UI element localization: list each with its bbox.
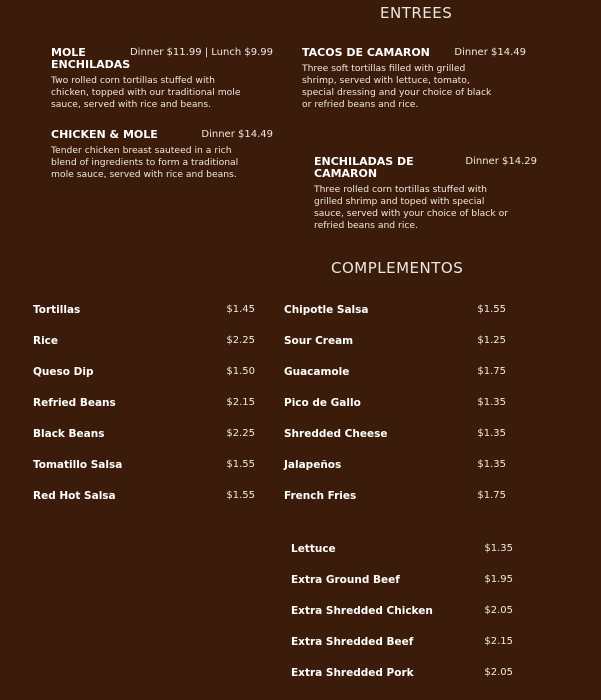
- dish-price: Dinner $11.99 | Lunch $9.99: [129, 47, 273, 58]
- item-price: $1.95: [484, 574, 513, 585]
- dish-name: TACOS DE CAMARON: [302, 46, 430, 59]
- item-price: $2.25: [226, 335, 255, 346]
- item-name: Refried Beans: [33, 397, 116, 409]
- item-price: $1.25: [477, 335, 506, 346]
- item-name: Extra Ground Beef: [291, 574, 400, 586]
- list-item: [284, 304, 506, 318]
- item-price: $1.35: [477, 428, 506, 439]
- item-price: $1.75: [477, 366, 506, 377]
- list-item: [33, 366, 255, 380]
- item-name: Sour Cream: [284, 335, 354, 347]
- entree-item: [302, 47, 528, 117]
- dish-name: CHICKEN & MOLE: [51, 128, 158, 141]
- dish-description: Three soft tortillas filled with grilled shrimp, served with lettuce, tomato, special dressing and your choice of black or refried beans and rice.: [302, 63, 492, 110]
- item-price: $1.55: [226, 490, 255, 501]
- item-name: Pico de Gallo: [284, 397, 361, 409]
- dish-name: MOLE ENCHILADAS: [51, 46, 131, 71]
- item-name: Black Beans: [33, 428, 105, 440]
- item-price: $2.15: [226, 397, 255, 408]
- item-name: French Fries: [284, 490, 357, 502]
- item-price: $1.75: [477, 490, 506, 501]
- item-price: $1.55: [477, 304, 506, 315]
- item-name: Shredded Cheese: [284, 428, 388, 440]
- dish-price: Dinner $14.49: [201, 129, 273, 140]
- list-item: [33, 459, 255, 473]
- item-price: $1.55: [226, 459, 255, 470]
- item-price: $1.45: [226, 304, 255, 315]
- dish-price: Dinner $14.29: [465, 156, 537, 167]
- list-item: [284, 366, 506, 380]
- item-price: $2.05: [484, 605, 513, 616]
- item-name: Tortillas: [33, 304, 81, 316]
- item-name: Chipotle Salsa: [284, 304, 369, 316]
- list-item: [284, 459, 506, 473]
- dish-description: Three rolled corn tortillas stuffed with grilled shrimp and toped with special sauce, served with your choice of black or refried beans and rice.: [314, 184, 508, 231]
- item-price: $2.15: [484, 636, 513, 647]
- list-item: [291, 574, 513, 588]
- list-item: [33, 490, 255, 504]
- item-name: Rice: [33, 335, 59, 347]
- list-item: [33, 397, 255, 411]
- entree-item: [314, 156, 540, 236]
- item-price: $2.25: [226, 428, 255, 439]
- entree-item: [51, 129, 276, 199]
- entrees-title: ENTREES: [380, 4, 453, 22]
- complementos-title: COMPLEMENTOS: [331, 259, 464, 277]
- item-name: Red Hot Salsa: [33, 490, 116, 502]
- item-name: Jalapeños: [284, 459, 342, 471]
- list-item: [284, 397, 506, 411]
- item-price: $1.35: [484, 543, 513, 554]
- dish-description: Tender chicken breast sauteed in a rich blend of ingredients to form a traditional mole sauce, served with rice and beans.: [51, 145, 239, 180]
- item-price: $1.50: [226, 366, 255, 377]
- item-price: $2.05: [484, 667, 513, 678]
- list-item: [291, 543, 513, 557]
- item-price: $1.35: [477, 459, 506, 470]
- list-item: [33, 428, 255, 442]
- list-item: [33, 304, 255, 318]
- entree-item: [51, 47, 276, 117]
- item-name: Extra Shredded Beef: [291, 636, 414, 648]
- list-item: [284, 490, 506, 504]
- list-item: [291, 667, 513, 681]
- item-price: $1.35: [477, 397, 506, 408]
- item-name: Guacamole: [284, 366, 350, 378]
- item-name: Tomatillo Salsa: [33, 459, 123, 471]
- list-item: [284, 335, 506, 349]
- list-item: [284, 428, 506, 442]
- dish-price: Dinner $14.49: [454, 47, 526, 58]
- list-item: [291, 636, 513, 650]
- dish-description: Two rolled corn tortillas stuffed with chicken, topped with our traditional mole sauce, served with rice and beans.: [51, 75, 241, 110]
- item-name: Lettuce: [291, 543, 336, 555]
- dish-name: ENCHILADAS DE CAMARON: [314, 155, 414, 180]
- list-item: [33, 335, 255, 349]
- list-item: [291, 605, 513, 619]
- item-name: Extra Shredded Pork: [291, 667, 414, 679]
- item-name: Extra Shredded Chicken: [291, 605, 433, 617]
- item-name: Queso Dip: [33, 366, 94, 378]
